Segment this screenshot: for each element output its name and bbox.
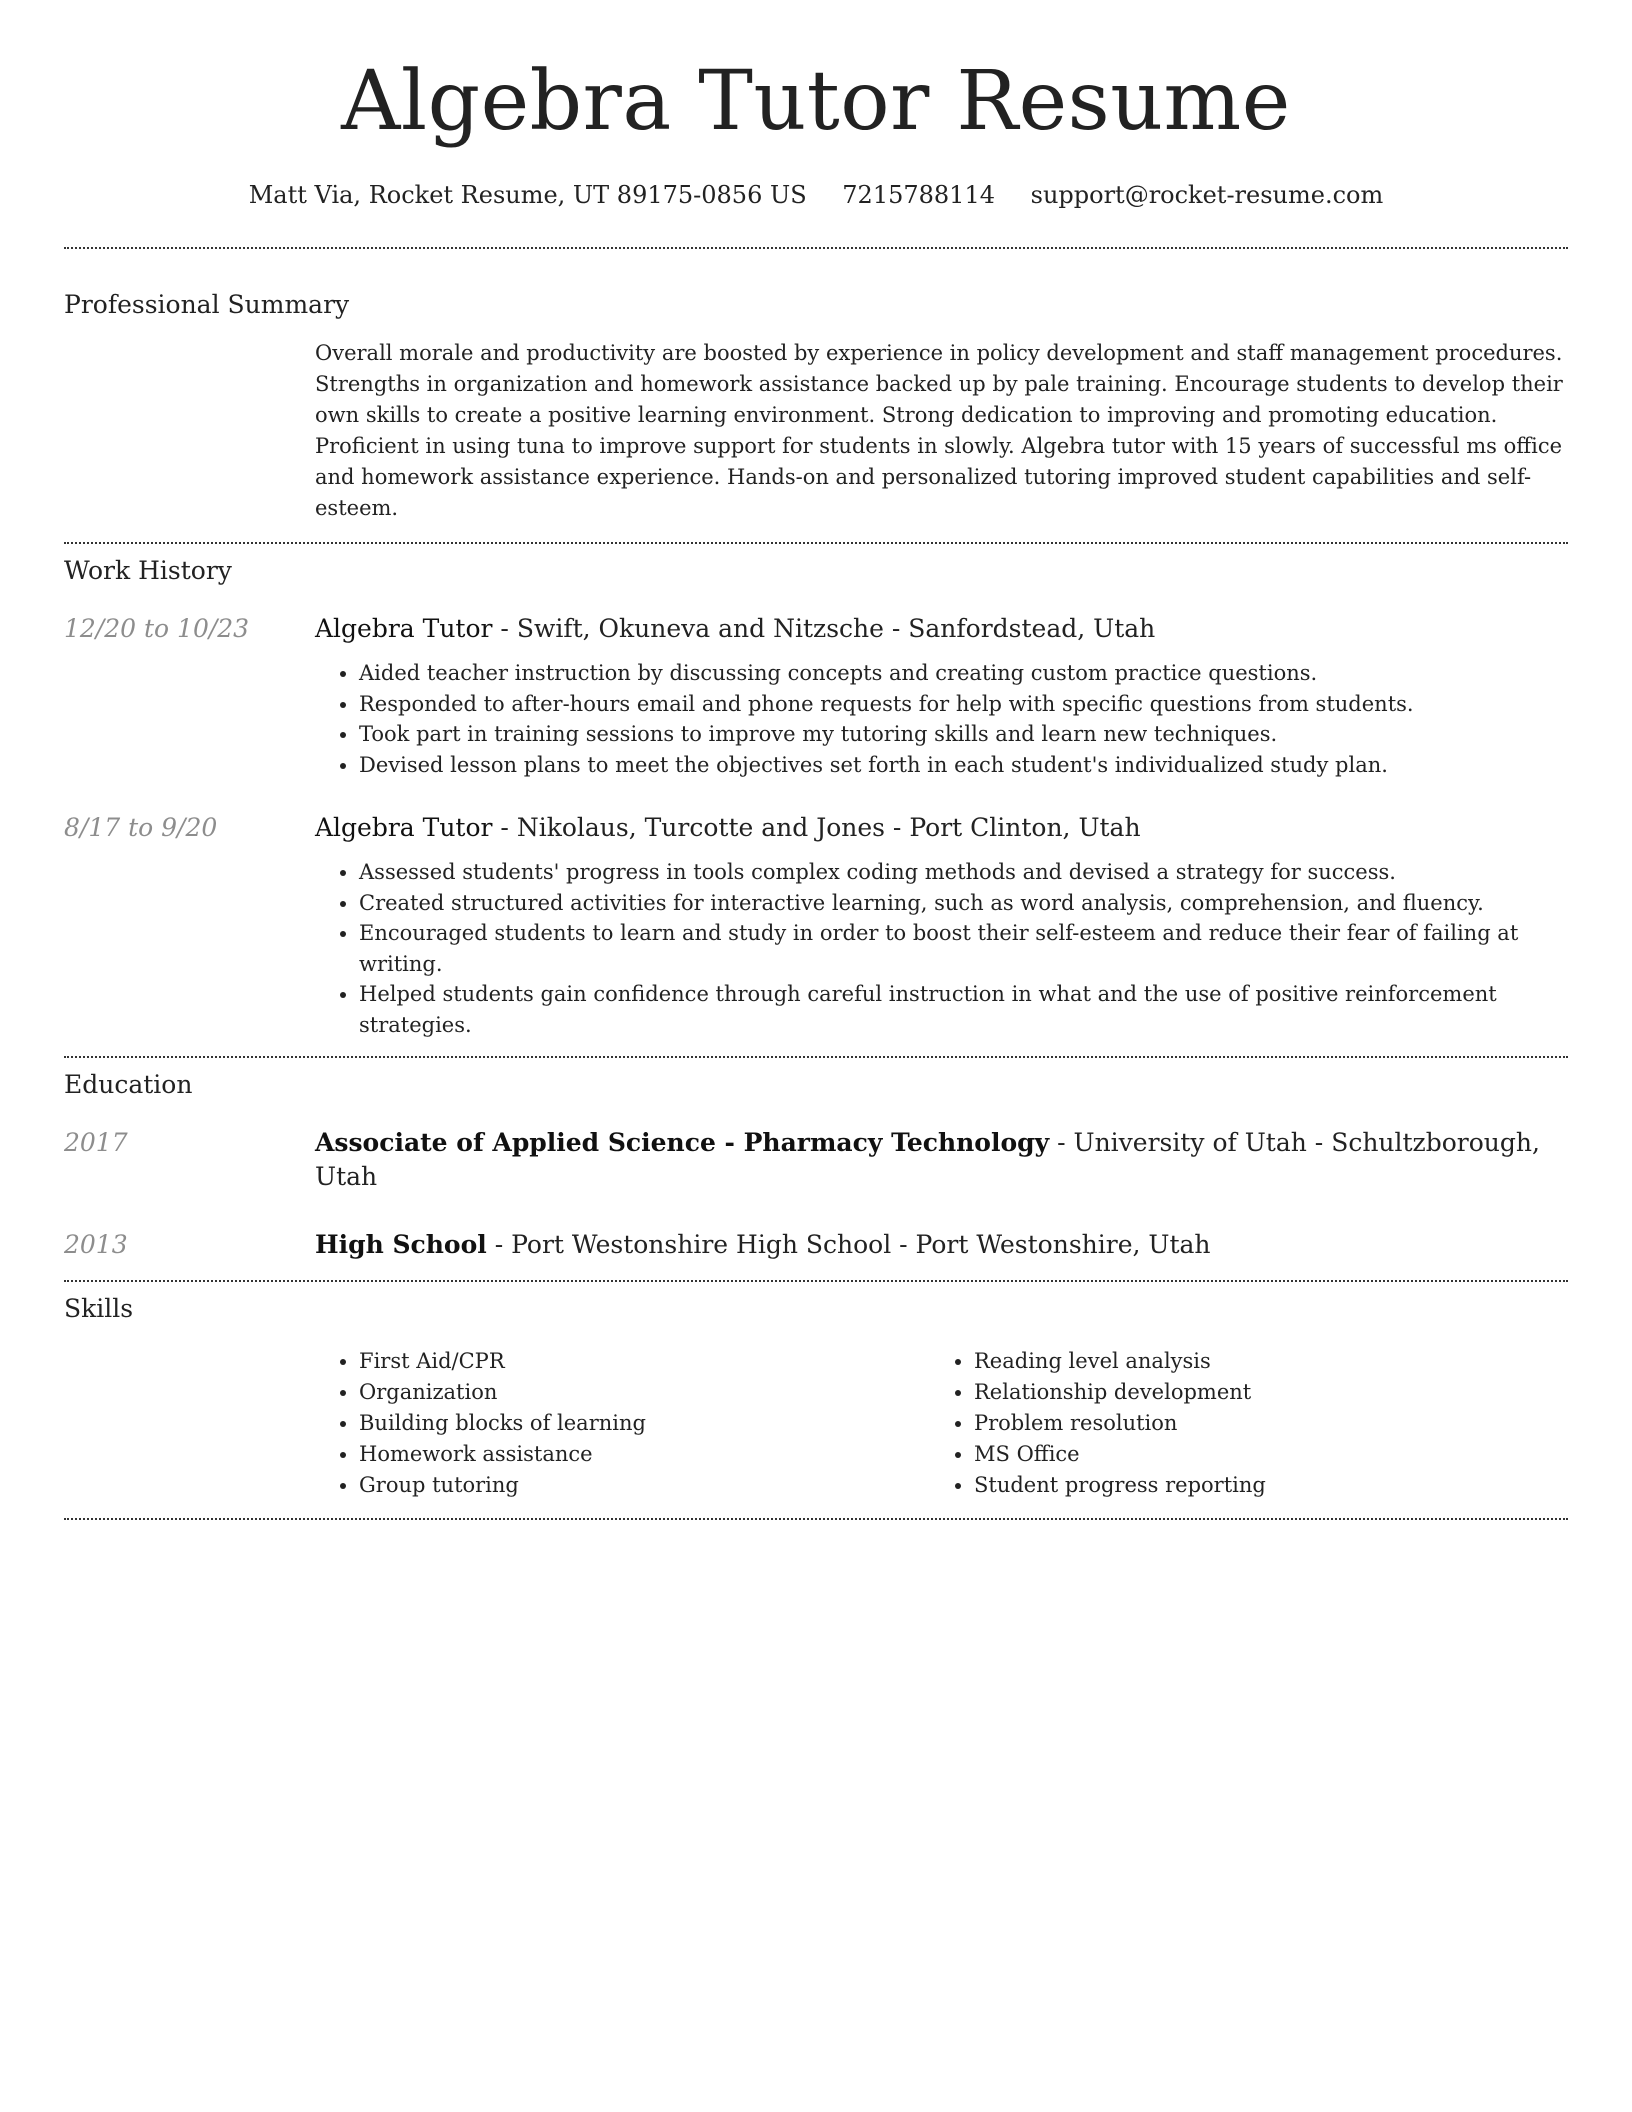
job-title-line [315, 612, 1568, 646]
education-year-col [64, 1126, 315, 1194]
education-school: - Port Westonshire High School - Port Westonshire, Utah [486, 1230, 1211, 1259]
section-divider [64, 1518, 1568, 1520]
skill-item: • Reading level analysis [974, 1346, 1545, 1377]
skill-item: • Organization [359, 1377, 930, 1408]
section-divider [64, 1280, 1568, 1282]
job-bullet: • Responded to after-hours email and phone requests for help with specific questions from students. [359, 689, 1568, 720]
skill-item: • Group tutoring [359, 1470, 930, 1501]
skill-item: • First Aid/CPR [359, 1346, 930, 1377]
skill-item: • Student progress reporting [974, 1470, 1545, 1501]
education-degree: Associate of Applied Science - Pharmacy Technology [315, 1128, 1050, 1157]
education-degree: High School [315, 1230, 487, 1259]
job-bullet: • Encouraged students to learn and study in order to boost their self-esteem and reduce their fear of failing at writing. [359, 918, 1568, 979]
job-details-col [315, 612, 1568, 780]
section-divider [64, 247, 1568, 249]
contact-phone: 7215788114 [842, 181, 995, 209]
skills-row [64, 1346, 1568, 1501]
job-employer: - Swift, Okuneva and Nitzsche - Sanfordstead, Utah [492, 614, 1156, 643]
skills-section [64, 1292, 1568, 1501]
skill-item: • MS Office [974, 1439, 1545, 1470]
job-entry [64, 612, 1568, 780]
education-year: 2017 [64, 1128, 128, 1157]
summary-left-spacer [64, 338, 315, 524]
job-bullet: • Took part in training sessions to improve my tutoring skills and learn new techniques. [359, 719, 1568, 750]
education-year: 2013 [64, 1230, 128, 1259]
job-details-col [315, 811, 1568, 1040]
job-bullet: • Created structured activities for interactive learning, such as word analysis, comprehension, and fluency. [359, 888, 1568, 919]
job-dates-col [64, 612, 315, 780]
summary-section [64, 288, 1568, 524]
job-dates: 8/17 to 9/20 [64, 813, 218, 842]
education-title-line [315, 1126, 1568, 1194]
education-details-col [315, 1228, 1568, 1262]
job-entry [64, 811, 1568, 1040]
job-title-line [315, 811, 1568, 845]
job-dates: 12/20 to 10/23 [64, 614, 250, 643]
skill-item: • Homework assistance [359, 1439, 930, 1470]
education-school: - University of Utah - Schultzborough, Utah [315, 1128, 1540, 1191]
work-history-section [64, 554, 1568, 1040]
job-bullets [315, 658, 1568, 780]
skills-list-right [930, 1346, 1545, 1501]
skill-item: • Problem resolution [974, 1408, 1545, 1439]
contact-email: support@rocket-resume.com [1030, 181, 1384, 209]
job-title: Algebra Tutor [315, 614, 493, 643]
contact-address: Matt Via, Rocket Resume, UT 89175-0856 US [248, 181, 807, 209]
contact-line [64, 178, 1568, 212]
resume-title: Algebra Tutor Resume [341, 54, 1291, 149]
skill-item: • Relationship development [974, 1377, 1545, 1408]
summary-body [315, 338, 1568, 524]
job-bullets [315, 857, 1568, 1040]
education-title-line [315, 1228, 1568, 1262]
education-details-col [315, 1126, 1568, 1194]
education-section [64, 1068, 1568, 1262]
resume-header [64, 0, 1568, 212]
skills-list-left [315, 1346, 930, 1501]
summary-row [64, 338, 1568, 524]
skills-heading: Skills [64, 1294, 134, 1323]
education-heading: Education [64, 1070, 193, 1099]
skills-left-spacer [64, 1346, 315, 1501]
job-bullet: • Devised lesson plans to meet the objectives set forth in each student's individualized study plan. [359, 750, 1568, 781]
skills-grid [315, 1346, 1568, 1501]
job-title: Algebra Tutor [315, 813, 493, 842]
job-employer: - Nikolaus, Turcotte and Jones - Port Clinton, Utah [492, 813, 1141, 842]
section-divider [64, 542, 1568, 544]
job-dates-col [64, 811, 315, 1040]
job-bullet: • Assessed students' progress in tools complex coding methods and devised a strategy for success. [359, 857, 1568, 888]
skill-item: • Building blocks of learning [359, 1408, 930, 1439]
education-year-col [64, 1228, 315, 1262]
job-bullet: • Helped students gain confidence through careful instruction in what and the use of positive reinforcement strategies. [359, 979, 1568, 1040]
education-entry [64, 1228, 1568, 1262]
section-divider [64, 1056, 1568, 1058]
education-entry [64, 1126, 1568, 1194]
summary-heading: Professional Summary [64, 290, 350, 319]
job-bullet: • Aided teacher instruction by discussing concepts and creating custom practice questions. [359, 658, 1568, 689]
work-history-heading: Work History [64, 556, 232, 585]
summary-text: Overall morale and productivity are boosted by experience in policy development and staff management procedures. Strengths in organization and homework assistance backed up by pale training. Encourage students to develop their own skills to create a positive learning environment. Strong dedication to improving and promoting education. Proficient in using tuna to improve support for students in slowly. Algebra tutor with 15 years of successful ms office and homework assistance experience. Hands-on and personalized tutoring improved student capabilities and self-esteem. [315, 341, 1563, 520]
